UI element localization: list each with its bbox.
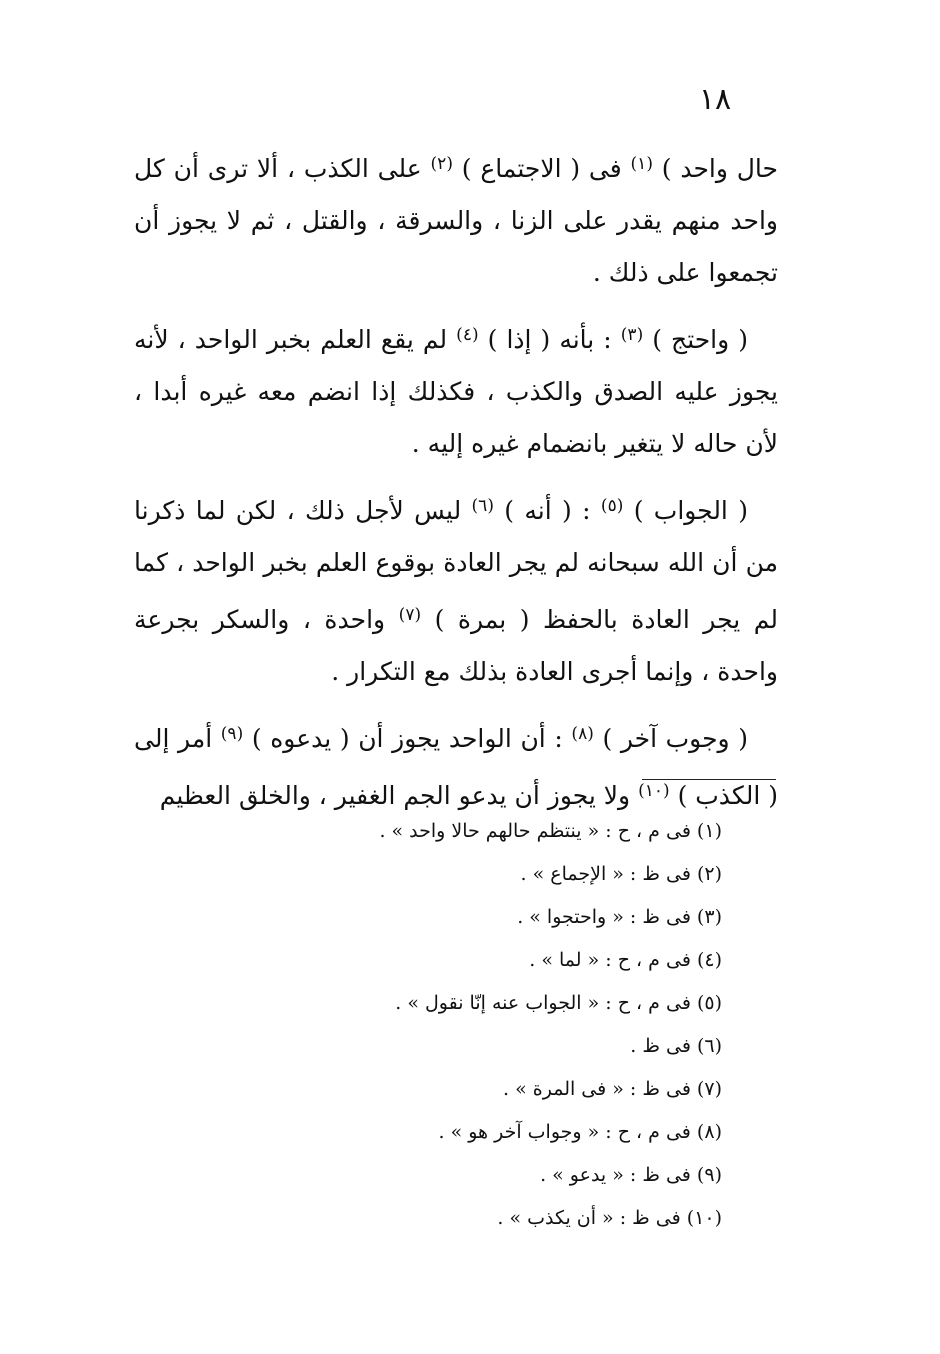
footnotes — [300, 810, 722, 1240]
footnote-ref-6[interactable]: (٦) — [471, 496, 494, 516]
footnote-10: (١٠) فى ظ : « أن يكذب » . — [497, 1207, 722, 1229]
text-segment: فى ( الاجتماع ) — [452, 154, 631, 183]
text-segment: : بأنه ( إذا ) — [478, 325, 621, 354]
paragraph-2 — [134, 309, 778, 470]
footnote-divider — [642, 779, 776, 780]
paragraph-4 — [134, 708, 778, 822]
footnote-ref-4[interactable]: (٤) — [456, 325, 479, 345]
footnote-8: (٨) فى م ، ح : « وجواب آخر هو » . — [438, 1121, 722, 1143]
text-segment: على الكذب ، ألا ترى أن كل واحد منهم يقدر على الزنا ، والسرقة ، والقتل ، ثم لا يجوز أن تجمعوا على ذلك . — [134, 154, 778, 287]
paragraph-3 — [134, 480, 778, 698]
text-segment: : أن الواحد يجوز أن ( يدعوه ) — [243, 724, 572, 753]
text-segment: ( الجواب ) — [623, 496, 748, 525]
footnote-ref-1[interactable]: (١) — [630, 154, 653, 174]
paragraph-1 — [134, 138, 778, 299]
footnote-1: (١) فى م ، ح : « ينتظم حالهم حالا واحد » . — [379, 820, 722, 842]
footnote-ref-2[interactable]: (٢) — [430, 154, 453, 174]
footnote-ref-5[interactable]: (٥) — [600, 496, 624, 516]
text-segment: حال واحد ) — [652, 154, 778, 183]
text-segment: ( واحتج ) — [643, 325, 749, 354]
footnote-ref-8[interactable]: (٨) — [571, 724, 594, 744]
text-segment: لم يقع العلم بخبر الواحد ، لأنه يجوز عليه الصدق والكذب ، فكذلك إذا انضم معه غيره أبدا ، لأن حاله لا يتغير بانضمام غيره إليه . — [134, 325, 778, 458]
text-segment: : ( أنه ) — [493, 496, 601, 525]
footnote-3: (٣) فى ظ : « واحتجوا » . — [517, 906, 722, 928]
footnote-5: (٥) فى م ، ح : « الجواب عنه إنّا نقول » . — [395, 992, 722, 1014]
footnote-2: (٢) فى ظ : « الإجماع » . — [520, 863, 722, 885]
text-segment: ولا يجوز أن يدعو الجم الغفير ، والخلق العظيم — [159, 781, 639, 810]
footnote-ref-3[interactable]: (٣) — [620, 325, 644, 345]
footnote-6: (٦) فى ظ . — [630, 1035, 722, 1057]
footnote-ref-7[interactable]: (٧) — [398, 605, 422, 625]
page-number: ١٨ — [698, 82, 732, 117]
text-segment: ( وجوب آخر ) — [593, 724, 749, 753]
footnote-ref-9[interactable]: (٩) — [220, 724, 244, 744]
main-text — [134, 138, 778, 832]
footnote-9: (٩) فى ظ : « يدعو » . — [540, 1164, 722, 1186]
footnote-ref-10[interactable]: (١٠) — [638, 781, 670, 801]
footnote-4: (٤) فى م ، ح : « لما » . — [529, 949, 722, 971]
text-segment: أمر إلى ( الكذب ) — [134, 724, 778, 810]
text-segment: ليس لأجل ذلك ، لكن لما ذكرنا من أن الله سبحانه لم يجر العادة بوقوع العلم بخبر الواحد ، كما لم يجر العادة بالحفظ ( بمرة ) — [134, 496, 778, 634]
footnote-7: (٧) فى ظ : « فى المرة » . — [503, 1078, 722, 1100]
text-segment: واحدة ، والسكر بجرعة واحدة ، وإنما أجرى العادة بذلك مع التكرار . — [134, 605, 778, 686]
